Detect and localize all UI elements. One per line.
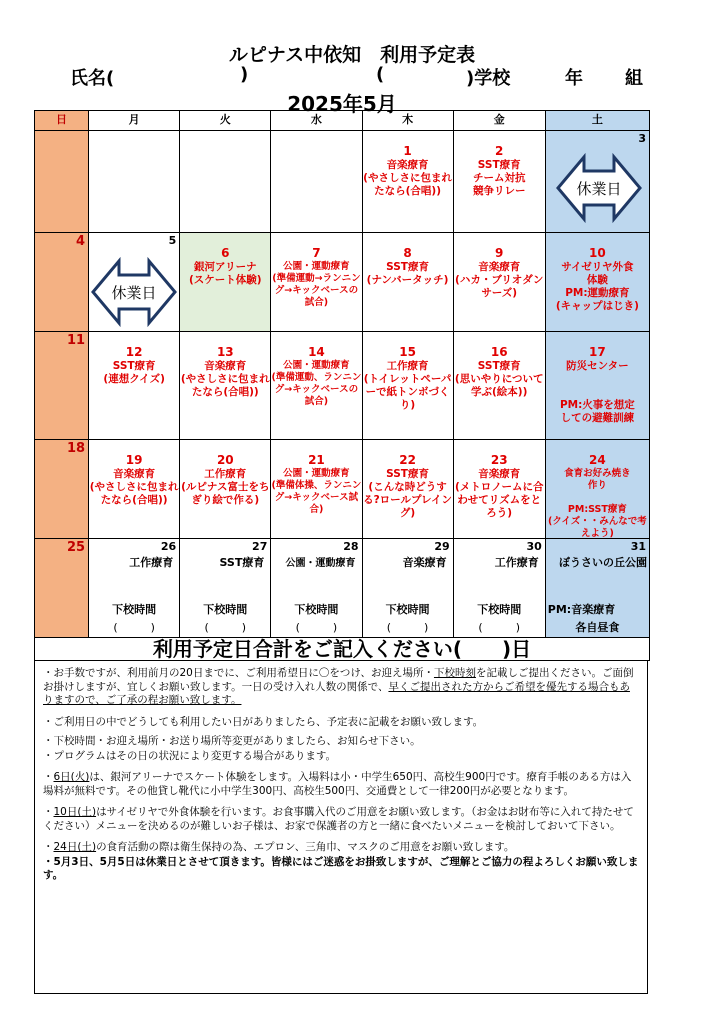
- note-text: を記載しご提出ください。ご面倒お掛けしますが、宜しくお願い致します。一日の受け入れ人数の関係で、: [43, 667, 634, 693]
- event-text: 音楽療育 (ハカ・ブリオダンサーズ): [455, 261, 544, 299]
- day-cell-empty: [89, 131, 180, 233]
- note-text: ・お手数ですが、利用前月の20日までに、ご利用希望日に〇をつけ、お迎え場所・: [43, 667, 434, 679]
- gohome-label: 下校時間: [477, 603, 522, 616]
- weekday-mon: 月: [89, 111, 180, 131]
- gohome-label: 下校時間: [385, 603, 430, 616]
- event-text: SST療育 (連想クイズ): [103, 360, 165, 385]
- weekday-sat: 土: [545, 111, 649, 131]
- closed-arrow-icon: [91, 257, 177, 327]
- day-number: 13: [216, 345, 234, 359]
- day-number: 20: [216, 453, 234, 467]
- closed-label: 休業日: [111, 284, 157, 302]
- day-number: 2: [495, 144, 504, 158]
- day-event: [454, 247, 545, 300]
- day-cell[interactable]: [453, 332, 545, 440]
- event-text: サイゼリヤ外食 体験 PM:運動療育 (キャップはじき): [555, 261, 639, 312]
- event-text: SST療育 (思いやりについて学ぶ(絵本)): [454, 360, 544, 398]
- gohome-input[interactable]: ( ): [113, 621, 155, 634]
- event-text-pm: PM:SST療育 (クイズ・・みんなで考えよう): [548, 504, 647, 539]
- note-2: ・ご利用日の中でどうしても利用したい日がありましたら、予定表に記載をお願い致します。: [43, 715, 484, 728]
- day-event: [89, 454, 179, 507]
- school-label: )学校: [466, 68, 511, 89]
- note-8: ・5月3日、5月5日は休業日とさせて頂きます。皆様にはご迷惑をお掛致しますが、ご理解とご協力の程よろしくお願い致します。: [43, 855, 639, 881]
- event-text: 音楽療育 (やさしさに包まれたなら(合唱)): [363, 159, 452, 197]
- day-number: 27: [252, 540, 268, 553]
- lunch-note: 各自昼食: [575, 621, 620, 634]
- event-text: 銀河アリーナ (スケート体験): [188, 261, 262, 286]
- activity: 音楽療育: [402, 556, 447, 569]
- activity: 工作療育: [129, 556, 174, 569]
- day-cell[interactable]: [35, 233, 89, 332]
- day-cell[interactable]: [271, 332, 362, 440]
- day-cell[interactable]: [89, 332, 180, 440]
- weekday-fri: 金: [453, 111, 545, 131]
- day-cell[interactable]: [362, 233, 453, 332]
- day-event: [363, 454, 453, 520]
- activity: ぼうさいの丘公園: [559, 556, 647, 569]
- day-cell[interactable]: [271, 440, 362, 539]
- day-cell[interactable]: [453, 440, 545, 539]
- note-6: ・10日(土)はサイゼリヤで外食体験を行います。お食事購入代のご用意をお願い致します。（お金はお財布等に入れて持たせてください）メニューを決めるのが難しいお子様は、お家で保護者の方と一緒に食べたいメニューを検討しておいて下さい。: [43, 806, 634, 832]
- day-cell[interactable]: [545, 332, 649, 440]
- event-text: 防災センター: [566, 360, 629, 372]
- day-event: [454, 346, 545, 399]
- day-cell[interactable]: [89, 539, 180, 638]
- day-cell[interactable]: [362, 440, 453, 539]
- event-text: 工作療育 (ルピナス富士をちぎり絵で作る): [181, 468, 270, 506]
- day-event: [546, 346, 649, 425]
- day-number: 15: [399, 345, 416, 359]
- closed-label: 休業日: [576, 180, 622, 198]
- day-number: 7: [312, 246, 321, 260]
- day-cell-empty: [180, 131, 271, 233]
- weekday-sun: 日: [35, 111, 89, 131]
- day-number: 4: [76, 234, 86, 249]
- closed-arrow-icon: [556, 153, 642, 223]
- day-cell-empty: [271, 131, 362, 233]
- day-number: 28: [343, 540, 359, 553]
- day-event: [271, 247, 361, 309]
- day-cell[interactable]: [35, 440, 89, 539]
- day-event: [454, 454, 545, 520]
- gohome-input[interactable]: ( ): [386, 621, 429, 634]
- note-text: の食育活動の際は衛生保持の為、エプロン、三角巾、マスクのご用意をお願い致します。: [96, 841, 515, 853]
- gohome-input[interactable]: ( ): [204, 621, 247, 634]
- day-cell[interactable]: [362, 131, 453, 233]
- day-cell[interactable]: [453, 131, 545, 233]
- activity: SST療育: [219, 556, 265, 569]
- name-paren-close: ): [240, 64, 249, 85]
- event-text: 公園・運動療育 (準備体操、ランニング→キックベース試合): [271, 468, 362, 515]
- day-number: 16: [490, 345, 508, 359]
- day-cell[interactable]: [362, 539, 453, 638]
- event-text: 音楽療育 (メトロノームに合わせてリズムをとろう): [454, 468, 544, 519]
- weekday-thu: 木: [362, 111, 453, 131]
- grade-label: 年: [565, 68, 583, 89]
- day-number: 12: [125, 345, 143, 359]
- day-cell[interactable]: [545, 539, 649, 638]
- weekday-tue: 火: [180, 111, 271, 131]
- day-event: [363, 247, 453, 287]
- day-cell[interactable]: [35, 332, 89, 440]
- day-number: 1: [403, 144, 412, 158]
- day-cell[interactable]: [453, 539, 545, 638]
- day-number: 9: [495, 246, 504, 260]
- gohome-input[interactable]: ( ): [478, 621, 520, 634]
- calendar: [34, 110, 650, 638]
- day-number: 17: [589, 345, 606, 359]
- day-number: 10: [589, 246, 606, 260]
- note-4: ・プログラムはその日の状況により変更する場合があります。: [43, 749, 337, 762]
- gohome-label: 下校時間: [112, 603, 157, 616]
- notes-box: [34, 660, 648, 994]
- day-number: 25: [66, 540, 86, 555]
- note-5: ・6日(火)は、銀河アリーナでスケート体験をします。入場料は小・中学生650円、高校生900円です。療育手帳のある方は入場料が無料です。その他貸し靴代に小中学生300円、高校生500円、交通費として一律200円が必要となります。: [43, 771, 632, 797]
- day-number: 22: [399, 453, 416, 467]
- day-cell-closed: [545, 131, 649, 233]
- note-text: は、銀河アリーナでスケート体験をします。入場料は小・中学生650円、高校生900円です。療育手帳のある方は入場料が無料です。その他貸し靴代に小中学生300円、高校生500円、交通費として一律200円が必要となります。: [43, 771, 632, 797]
- day-cell[interactable]: [180, 440, 271, 539]
- page-title: ルピナス中依知 利用予定表: [228, 44, 476, 66]
- day-number: 5: [168, 234, 177, 247]
- day-event: [180, 247, 270, 287]
- day-cell-closed: [89, 233, 180, 332]
- note-1: [43, 667, 639, 708]
- day-event: [271, 454, 361, 516]
- day-event: [180, 454, 270, 507]
- month-title: 2025年5月: [287, 92, 397, 116]
- day-number: 23: [490, 453, 508, 467]
- gohome-input[interactable]: ( ): [295, 621, 338, 634]
- day-cell[interactable]: [89, 440, 180, 539]
- note-7: ・24日(土)の食育活動の際は衛生保持の為、エプロン、三角巾、マスクのご用意をお願い致します。: [43, 841, 515, 853]
- day-number: 26: [160, 540, 177, 553]
- day-number: 14: [308, 345, 325, 359]
- note-date: 6日(火): [53, 771, 90, 783]
- activity: 公園・運動療育: [285, 558, 356, 569]
- summary-line[interactable]: 利用予定日合計をご記入ください( )日: [34, 636, 650, 661]
- event-text: 公園・運動療育 (準備運動、ランニング→キックベースの試合): [271, 360, 362, 407]
- day-event: [271, 346, 361, 408]
- name-label: 氏名(: [70, 68, 115, 89]
- day-event: [180, 346, 270, 399]
- day-cell-empty: [35, 131, 89, 233]
- day-cell[interactable]: [453, 233, 545, 332]
- event-text: 公園・運動療育 (準備運動→ランニング→キックベースの試合): [272, 261, 361, 308]
- day-number: 3: [638, 132, 646, 145]
- event-text: SST療育 (ナンバータッチ): [366, 261, 449, 286]
- day-cell[interactable]: [545, 233, 649, 332]
- day-cell[interactable]: [180, 233, 271, 332]
- event-text: 食育お好み焼き 作り: [564, 468, 631, 491]
- day-cell[interactable]: [545, 440, 649, 539]
- note-3: ・下校時間・お迎え場所・お送り場所等変更がありましたら、お知らせ下さい。: [43, 735, 421, 747]
- day-number: 19: [125, 453, 143, 467]
- gohome-label: 下校時間: [203, 603, 248, 616]
- day-number: 24: [589, 453, 606, 467]
- day-number: 8: [403, 246, 412, 260]
- day-event: [89, 346, 179, 386]
- gohome-label: 下校時間: [294, 603, 339, 616]
- day-cell[interactable]: [271, 233, 362, 332]
- school-paren-open: (: [376, 64, 385, 85]
- note-text-underline: 下校時刻: [433, 667, 476, 679]
- day-number: 21: [308, 453, 325, 467]
- day-event: [454, 145, 545, 198]
- day-cell[interactable]: [180, 539, 271, 638]
- day-cell[interactable]: [271, 539, 362, 638]
- day-event: [546, 454, 649, 540]
- day-number: 31: [630, 540, 646, 553]
- note-date: 10日(土): [53, 806, 97, 818]
- event-text: SST療育 チーム対抗 競争リレー: [472, 159, 526, 197]
- weekday-wed: 水: [271, 111, 362, 131]
- day-event: [546, 247, 649, 313]
- event-text: 音楽療育 (やさしさに包まれたなら(合唱)): [180, 360, 270, 398]
- event-text: SST療育 (こんな時どうする?ロールプレイング): [363, 468, 453, 519]
- event-text: 音楽療育 (やさしさに包まれたなら(合唱)): [89, 468, 179, 506]
- day-event: [363, 346, 453, 412]
- activity: 工作療育: [494, 556, 539, 569]
- day-cell[interactable]: [35, 539, 89, 638]
- day-event: [363, 145, 453, 198]
- note-text: はサイゼリヤで外食体験を行います。お食事購入代のご用意をお願い致します。（お金はお財布等に入れて持たせてください）メニューを決めるのが難しいお子様は、お家で保護者の方と一緒に食べたいメニューを検討しておいて下さい。: [43, 806, 634, 832]
- class-label: 組: [625, 68, 643, 89]
- day-number: 11: [66, 333, 86, 348]
- note-date: 24日(土): [53, 841, 97, 853]
- day-number: 30: [526, 540, 542, 553]
- pm-activity: PM:音楽療育: [547, 603, 616, 616]
- day-number: 29: [434, 540, 450, 553]
- event-text: 工作療育 (トイレットペーパーで紙トンボづくり): [363, 360, 452, 411]
- day-number: 18: [66, 441, 86, 456]
- event-text-pm: PM:火事を想定 しての避難訓練: [559, 399, 635, 424]
- day-number: 6: [221, 246, 230, 260]
- day-cell[interactable]: [362, 332, 453, 440]
- note-text-underline: 早くご提出された方からご希望を優先する場合もありますので、ご了承の程お願い致します。: [43, 680, 630, 706]
- day-cell[interactable]: [180, 332, 271, 440]
